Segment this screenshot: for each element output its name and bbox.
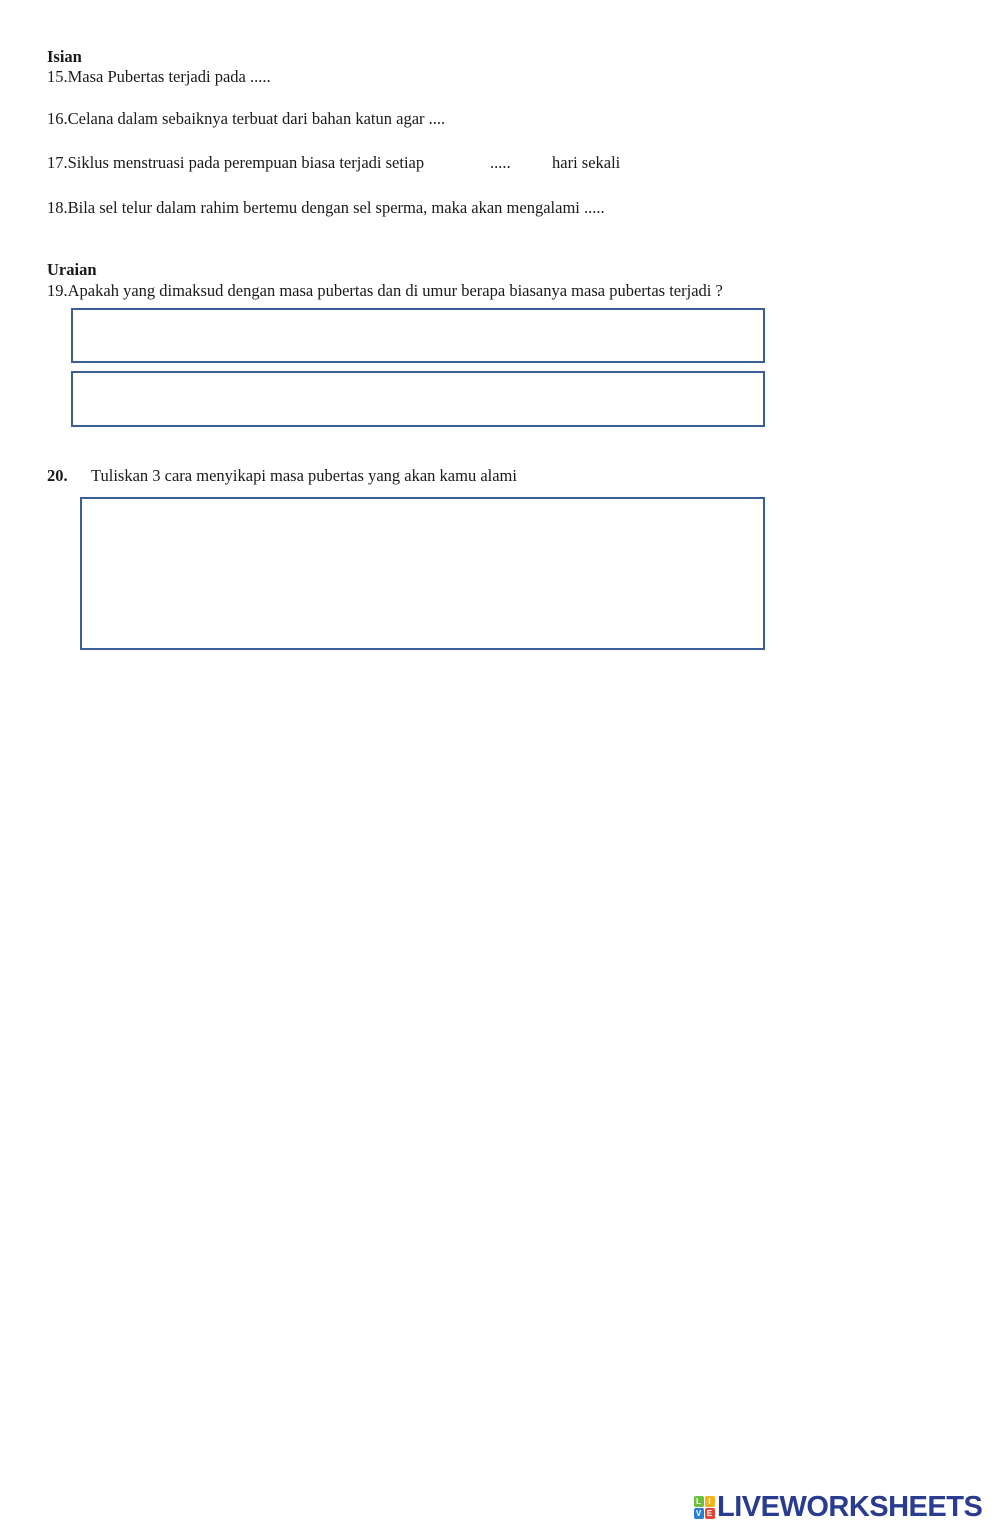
question-17-suffix: hari sekali: [552, 153, 621, 172]
logo-letter-l: L: [694, 1496, 704, 1507]
liveworksheets-brand-text: LIVEWORKSHEETS: [717, 1491, 983, 1523]
question-16: 16.Celana dalam sebaiknya terbuat dari bahan katun agar ....: [47, 109, 446, 128]
answer-box-20[interactable]: [80, 497, 765, 650]
answer-box-19b[interactable]: [71, 371, 765, 427]
section-heading-isian: Isian: [47, 47, 82, 66]
question-18: 18.Bila sel telur dalam rahim bertemu dengan sel sperma, maka akan mengalami .....: [47, 198, 605, 217]
liveworksheets-logo-icon: [693, 1495, 715, 1519]
question-17: 17.Siklus menstruasi pada perempuan biasa terjadi setiap: [47, 153, 425, 172]
question-17-blank[interactable]: .....: [490, 153, 511, 172]
section-heading-uraian: Uraian: [47, 260, 97, 279]
question-20: Tuliskan 3 cara menyikapi masa pubertas yang akan kamu alami: [91, 466, 517, 485]
liveworksheets-logo: [693, 1490, 982, 1524]
logo-letter-i: I: [705, 1496, 715, 1507]
logo-letter-v: V: [694, 1508, 704, 1519]
logo-letter-e: E: [705, 1508, 715, 1519]
question-20-number: 20.: [47, 466, 68, 485]
question-15: 15.Masa Pubertas terjadi pada .....: [47, 67, 271, 86]
question-19: 19.Apakah yang dimaksud dengan masa pubertas dan di umur berapa biasanya masa pubertas terjadi ?: [47, 281, 723, 300]
answer-box-19a[interactable]: [71, 308, 765, 363]
